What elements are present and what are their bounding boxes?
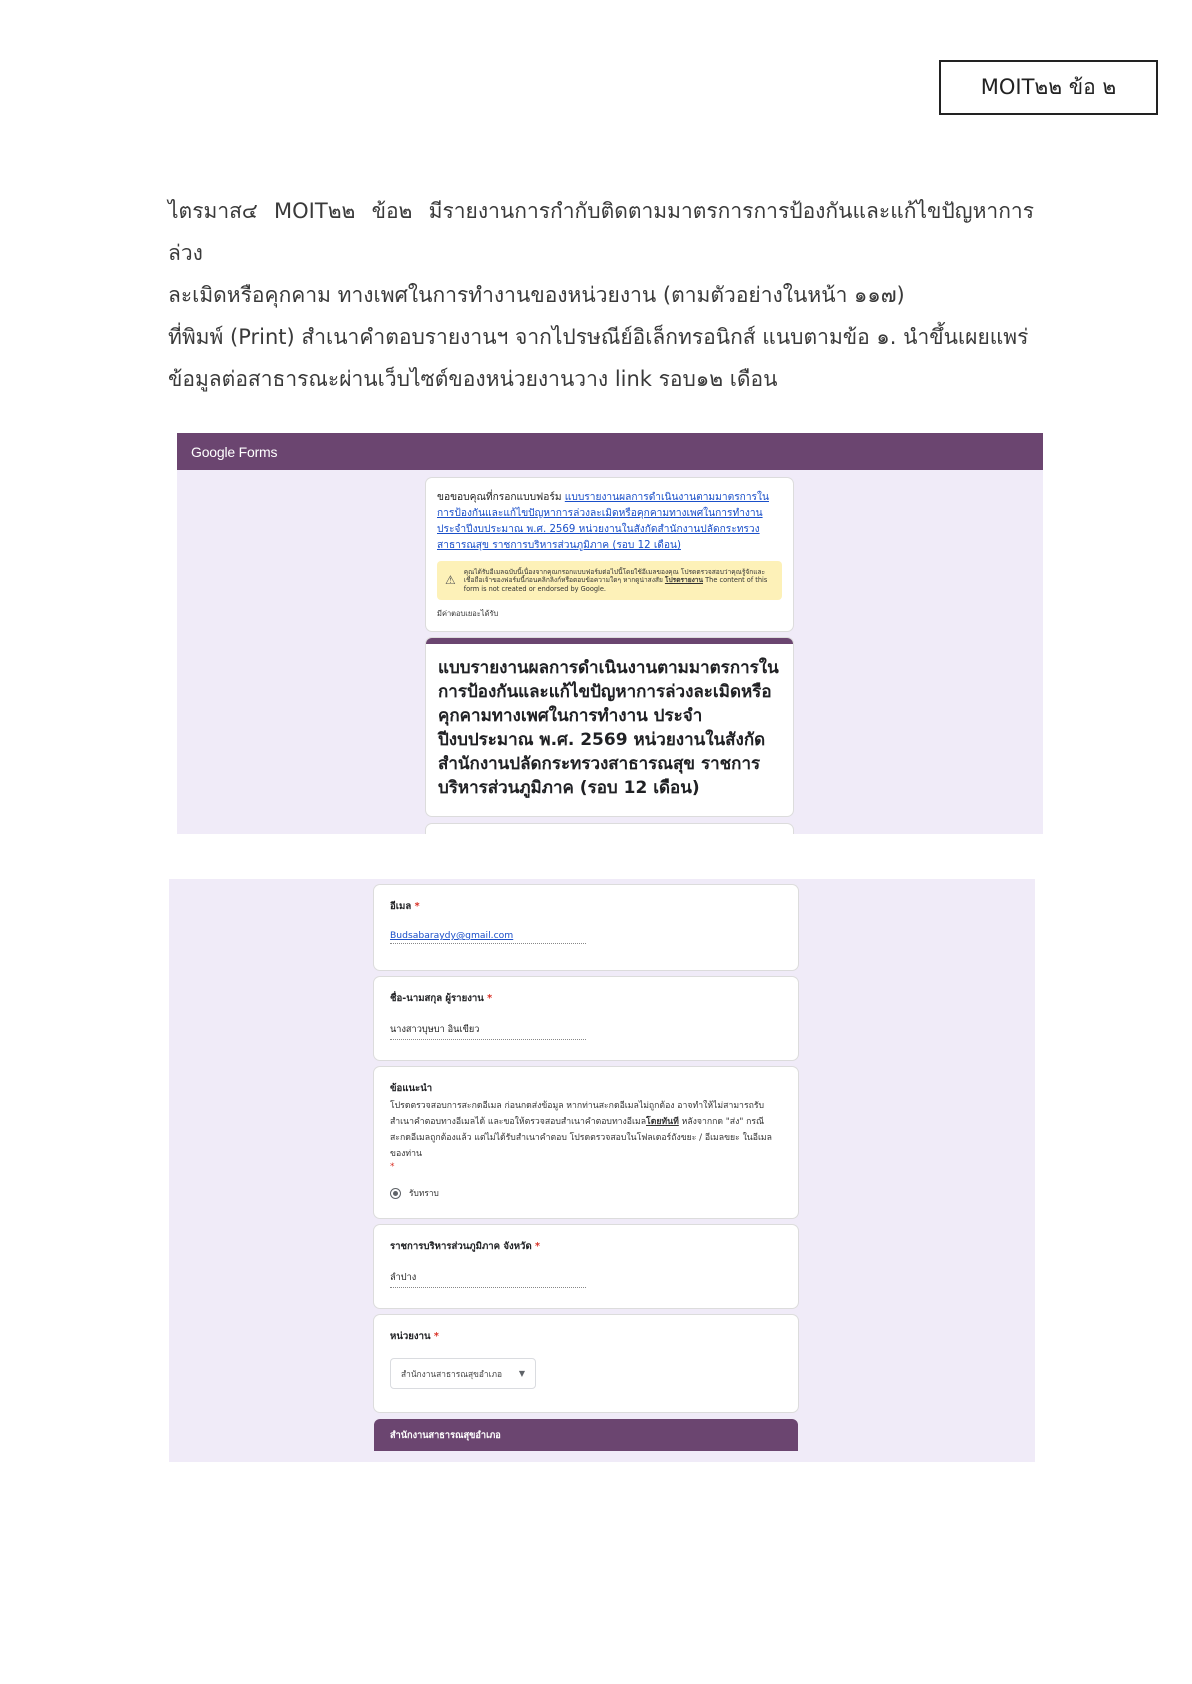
section-title: สำนักงานสาธารณสุขอำเภอ [390, 1429, 501, 1441]
thanks-prefix: ขอขอบคุณที่กรอกแบบฟอร์ม [437, 492, 565, 503]
unit-dropdown[interactable] [390, 1358, 536, 1389]
email-confirmation-screenshot [177, 433, 1043, 834]
intro-paragraph [168, 190, 1034, 400]
intro-line: ละเมิดหรือคุกคาม ทางเพศในการทำงานของหน่วยงาน (ตามตัวอย่างในหน้า ๑๑๗) [168, 283, 905, 307]
next-card [426, 824, 793, 834]
chevron-down-icon: ▼ [518, 1369, 525, 1378]
document-reference: MOIT๒๒ ข้อ ๒ [980, 75, 1117, 99]
form-link[interactable]: แบบรายงานผลการดำเนินงานตามมาตรการในการป้องกันและแก้ไขปัญหาการล่วงละเมิดหรือคุกคามทางเพศในการทำงาน ประจำปีงบประมาณ พ.ศ. 2569 หน่วยงานในสังกัดสำนักงานปลัดกระทรวงสาธารณสุข ราชการบริหารส่วนภูมิภาค (รอบ 12 เดือน) [437, 492, 769, 551]
form-responses-screenshot [169, 879, 1035, 1462]
question-title: อีเมล * [390, 901, 420, 912]
name-answer[interactable]: นางสาวบุษบา อินเขียว [390, 1022, 586, 1040]
google-forms-header [177, 433, 1043, 470]
document-reference-box [939, 60, 1158, 115]
email-question [374, 885, 798, 970]
advice-question [374, 1067, 798, 1218]
province-question [374, 1225, 798, 1308]
google-forms-logo: Google Forms [191, 443, 278, 460]
form-title: แบบรายงานผลการดำเนินงานตามมาตรการในการป้องกันและแก้ไขปัญหาการล่วงละเมิดหรือคุกคามทางเพศในการทำงาน ประจำปีงบประมาณ พ.ศ. 2569 หน่วยงานในสังกัดสำนักงานปลัดกระทรวงสาธารณสุข ราชการบริหารส่วนภูมิภาค (รอบ 12 เดือน) [438, 658, 779, 798]
warning-message [464, 568, 774, 594]
question-title: ข้อแนะนำ [390, 1083, 433, 1094]
form-title-card [426, 638, 793, 816]
radio-selected-icon[interactable] [390, 1188, 401, 1199]
report-link[interactable]: โปรดรายงาน [664, 576, 704, 585]
advice-body: โปรดตรวจสอบการสะกดอีเมล ก่อนกดส่งข้อมูล หากท่านสะกดอีเมลไม่ถูกต้อง อาจทำให้ไม่สามารถรับสำเนาคำตอบทางอีเมลได้ และขอให้ตรวจสอบสำเนาคำตอบทางอีเมลโดยทันที หลังจากกด "ส่ง" กรณีสะกดอีเมลถูกต้องแล้ว แต่ไม่ได้รับสำเนาคำตอบ โปรดตรวจสอบในโฟลเดอร์ถังขยะ / อีเมลขยะ ในอีเมลของท่าน [390, 1101, 772, 1159]
warning-text: คุณได้รับอีเมลฉบับนี้เนื่องจากคุณกรอกแบบฟอร์มต่อไปนี้โดยใช้อีเมลของคุณ โปรดตรวจสอบว่าคุณรู้จักและเชื่อถือเจ้าของฟอร์มนี้ก่อนคลิกลิงก์หรือตอบข้อความใดๆ หากดูน่าสงสัย [463, 567, 766, 585]
intro-line: ข้อมูลต่อสาธารณะผ่านเว็บไซต์ของหน่วยงานวาง link รอบ๑๒ เดือน [168, 367, 778, 391]
option-label: รับทราบ [409, 1188, 439, 1198]
dropdown-value: สำนักงานสาธารณสุขอำเภอ [401, 1368, 503, 1379]
required-star: * [390, 1162, 395, 1172]
warning-disclaimer: The content of this form is not created or endorsed by Google. [463, 576, 768, 593]
intro-line: ไตรมาส๔ MOIT๒๒ ข้อ๒ มีรายงานการกำกับติดตามมาตรการการป้องกันและแก้ไขปัญหาการล่วง [168, 199, 1034, 265]
required-note: มีค่าตอบเยอะได้รับ [437, 609, 499, 618]
email-answer[interactable]: Budsabaraydy@gmail.com [390, 930, 586, 944]
thanks-message [437, 490, 782, 554]
question-title: ราชการบริหารส่วนภูมิภาค จังหวัด * [390, 1241, 541, 1252]
unit-question [374, 1315, 798, 1412]
question-title: ชื่อ-นามสกุล ผู้รายงาน * [390, 993, 493, 1004]
province-answer[interactable]: ลำปาง [390, 1270, 586, 1288]
acknowledge-option[interactable] [390, 1186, 782, 1200]
question-title: หน่วยงาน * [390, 1331, 439, 1342]
section-header [374, 1419, 798, 1451]
name-question [374, 977, 798, 1060]
warning-icon: ⚠ [445, 573, 456, 588]
thanks-card [426, 478, 793, 631]
intro-line: ที่พิมพ์ (Print) สำเนาคำตอบรายงานฯ จากไปรษณีย์อิเล็กทรอนิกส์ แนบตามข้อ ๑. นำขึ้นเผยแพร่ [168, 325, 1029, 349]
warning-banner [437, 561, 782, 600]
